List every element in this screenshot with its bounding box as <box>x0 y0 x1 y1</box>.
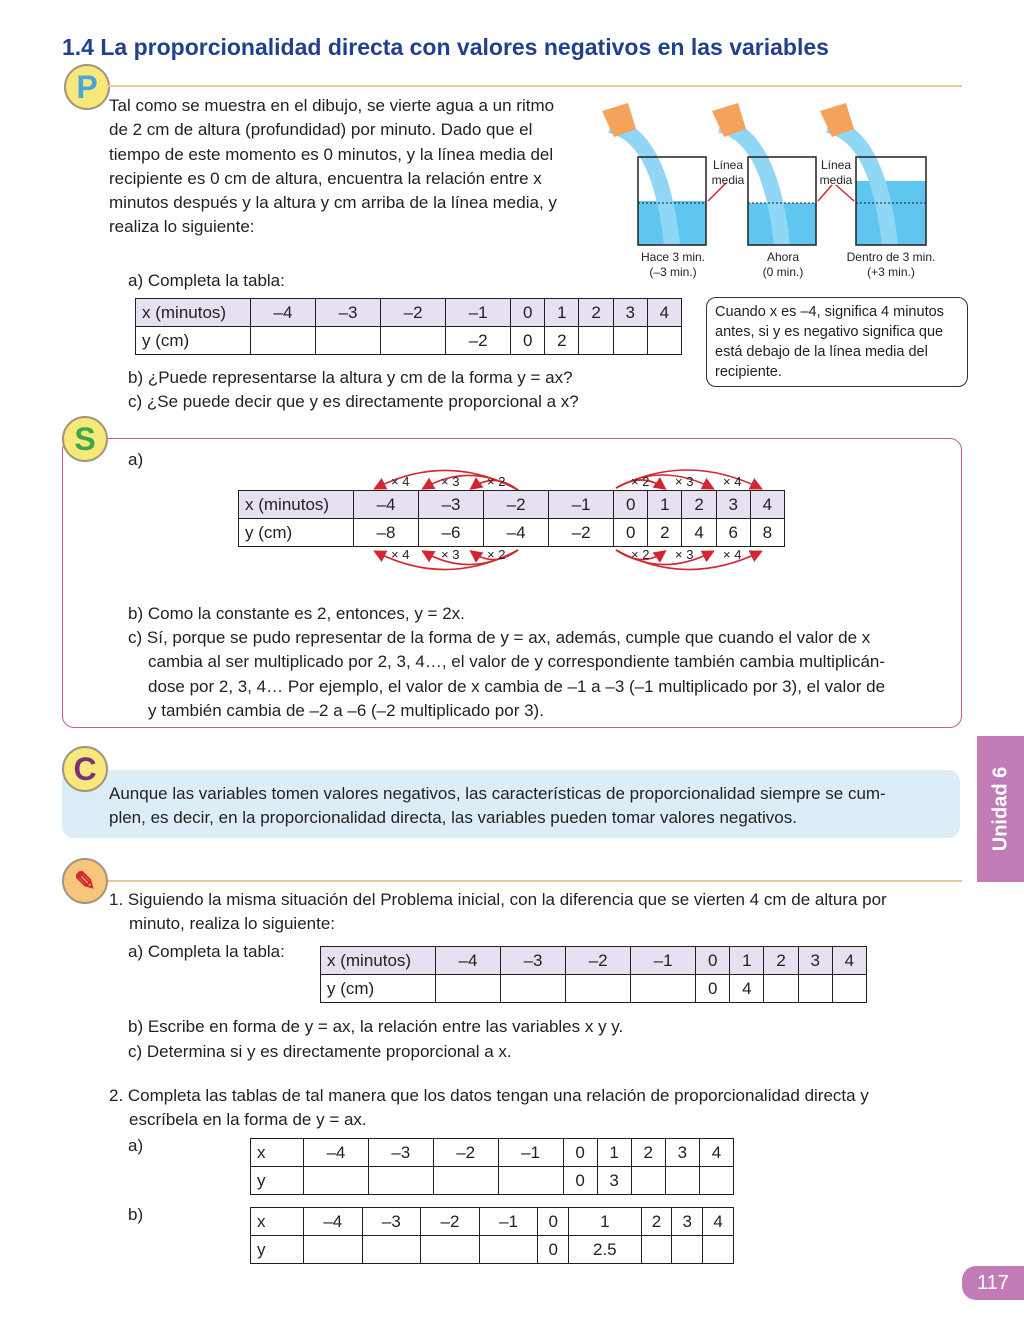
caption-sub: (+3 min.) <box>867 265 915 279</box>
table-cell: –4 <box>304 1208 363 1236</box>
unit-tab <box>977 736 1024 882</box>
value-row <box>251 1167 734 1195</box>
conclusion-line: plen, es decir, en la proporcionalidad directa, las variables pueden tomar valores negativos. <box>109 808 797 828</box>
problem-line: minutos después y la altura y cm arriba de la línea media, y <box>109 193 557 213</box>
table-cell: 0 <box>696 947 730 975</box>
table-cell: 8 <box>750 519 784 547</box>
table-cell <box>362 1236 421 1264</box>
table-cell: –1 <box>549 491 614 519</box>
multiplier-label: × 2 <box>487 547 506 562</box>
table-cell <box>647 327 681 355</box>
table-cell <box>304 1236 363 1264</box>
solution-table <box>238 490 785 547</box>
table-cell: –4 <box>436 947 501 975</box>
table-cell: 3 <box>613 299 647 327</box>
table-cell: –4 <box>354 491 419 519</box>
table-cell <box>631 1167 665 1195</box>
table-cell: 0 <box>614 491 648 519</box>
line-label-2 <box>816 158 856 188</box>
table-cell: 2 <box>641 1208 672 1236</box>
table-row-header: y <box>251 1236 304 1264</box>
table-cell: 4 <box>750 491 784 519</box>
problem-line: tiempo de este momento es 0 minutos, y la línea media del <box>109 144 554 164</box>
exercise1-table <box>320 946 867 1003</box>
table-cell <box>304 1167 369 1195</box>
table-cell <box>498 1167 563 1195</box>
table-row-header: y <box>251 1167 304 1195</box>
exercise1-text <box>109 888 949 937</box>
value-row <box>239 519 785 547</box>
table-cell <box>613 327 647 355</box>
table-cell <box>699 1167 733 1195</box>
table-cell <box>436 975 501 1003</box>
solution-b: b) Como la constante es 2, entonces, y = 2x. <box>128 604 465 623</box>
page-number: 117 <box>962 1266 1024 1300</box>
problem-line: recipiente es 0 cm de altura, encuentra la relación entre x <box>109 168 542 188</box>
table-cell: –3 <box>362 1208 421 1236</box>
table-cell <box>381 327 446 355</box>
table-cell: –1 <box>498 1139 563 1167</box>
exercise1-c: c) Determina si y es directamente proporcional a x. <box>128 1042 512 1061</box>
solution-c-line: cambia al ser multiplicado por 2, 3, 4…, el valor de y correspondiente también cambia multiplicán- <box>148 652 886 672</box>
table-row-header: y (cm) <box>239 519 354 547</box>
caption-past <box>628 250 718 280</box>
table-cell: 4 <box>682 519 716 547</box>
table-cell <box>703 1236 734 1264</box>
table-cell: –1 <box>446 299 511 327</box>
problem-line: de 2 cm de altura (profundidad) por minuto. Dado que el <box>109 120 533 140</box>
solution-c-line: y también cambia de –2 a –6 (–2 multiplicado por 3). <box>148 700 544 720</box>
table-cell: –3 <box>501 947 566 975</box>
multiplier-label: × 3 <box>441 547 460 562</box>
table-cell <box>631 975 696 1003</box>
table-cell: 4 <box>730 975 764 1003</box>
line-label-text: Línea <box>712 158 744 172</box>
multiplier-label: × 2 <box>631 474 650 489</box>
table-row-header: y (cm) <box>136 327 251 355</box>
line-label-text: media <box>711 173 745 187</box>
table-cell: 0 <box>511 327 545 355</box>
table-row-header: x <box>251 1139 304 1167</box>
header-row <box>136 299 682 327</box>
table-cell: 4 <box>703 1208 734 1236</box>
table-cell: 1 <box>730 947 764 975</box>
exercise2-line: 2. Completa las tablas de tal manera que los datos tengan una relación de proporcionalidad directa y <box>109 1086 869 1105</box>
table-row-header: y (cm) <box>321 975 436 1003</box>
multiplier-label: × 4 <box>391 547 410 562</box>
exercise1-b: b) Escribe en forma de y = ax, la relación entre las variables x y y. <box>128 1017 624 1036</box>
table-cell: –3 <box>316 299 381 327</box>
header-row <box>251 1139 734 1167</box>
table-cell: 3 <box>672 1208 703 1236</box>
solution-badge: S <box>62 416 108 462</box>
table-cell: 2 <box>579 299 613 327</box>
line-label-text: media <box>819 173 853 187</box>
table-cell: –2 <box>549 519 614 547</box>
exercise2-line: escríbela en la forma de y = ax. <box>129 1110 367 1130</box>
table-cell: –2 <box>566 947 631 975</box>
table-cell: –2 <box>446 327 511 355</box>
table-cell: 2 <box>764 947 798 975</box>
solution-c-line: dose por 2, 3, 4… Por ejemplo, el valor de x cambia de –1 a –3 (–1 multiplicado por 3), el valor de <box>148 676 886 696</box>
value-row <box>321 975 867 1003</box>
table-cell: 0 <box>696 975 730 1003</box>
problem-a-label: a) Completa la tabla: <box>128 271 285 290</box>
table-cell <box>832 975 866 1003</box>
table-cell: 3 <box>597 1167 631 1195</box>
table-cell: 0 <box>538 1208 569 1236</box>
table-cell: –3 <box>419 491 484 519</box>
table-cell: 2 <box>631 1139 665 1167</box>
exercise2-b-label: b) <box>128 1205 144 1224</box>
table-cell: 0 <box>563 1139 597 1167</box>
table-cell: 6 <box>716 519 750 547</box>
multiplier-label: × 2 <box>487 474 506 489</box>
table-cell: –4 <box>304 1139 369 1167</box>
table-cell: –3 <box>368 1139 433 1167</box>
table-cell: –4 <box>484 519 549 547</box>
table-cell: –6 <box>419 519 484 547</box>
table-cell: –2 <box>421 1208 480 1236</box>
multiplier-label: × 4 <box>391 474 410 489</box>
table-cell <box>479 1236 538 1264</box>
table-cell <box>421 1236 480 1264</box>
table-row-header: x (minutos) <box>321 947 436 975</box>
problem-table <box>135 298 682 355</box>
table-cell: 0 <box>614 519 648 547</box>
caption-title: Hace 3 min. <box>640 250 706 264</box>
table-cell: 1 <box>545 299 579 327</box>
table-cell <box>641 1236 672 1264</box>
exercise2-a-label: a) <box>128 1136 144 1155</box>
table-cell: 3 <box>716 491 750 519</box>
exercise2-text <box>109 1084 949 1133</box>
problem-badge: P <box>64 64 110 110</box>
caption-sub: (0 min.) <box>762 265 804 279</box>
exercise1-a-label: a) Completa la tabla: <box>128 942 285 961</box>
multiplier-label: × 3 <box>675 547 694 562</box>
exercise-divider <box>108 880 962 882</box>
table-cell <box>798 975 832 1003</box>
table-row-header: x <box>251 1208 304 1236</box>
table-cell: 1 <box>597 1139 631 1167</box>
table-cell <box>672 1236 703 1264</box>
container-past <box>602 103 706 245</box>
note-box: Cuando x es –4, significa 4 minutos antes, si y es negativo significa que está debajo de la línea media del recipiente. <box>706 297 968 387</box>
table-cell <box>251 327 316 355</box>
multiplier-label: × 4 <box>723 547 742 562</box>
table-cell: 0 <box>511 299 545 327</box>
multiplier-label: × 3 <box>441 474 460 489</box>
table-cell <box>368 1167 433 1195</box>
header-row <box>251 1208 734 1236</box>
conclusion-badge: C <box>62 746 108 792</box>
page-title: 1.4 La proporcionalidad directa con valores negativos en las variables <box>62 34 829 60</box>
solution-a-label: a) <box>128 450 144 469</box>
multiplier-label: × 3 <box>675 474 694 489</box>
table-cell: 2 <box>682 491 716 519</box>
exercise2-table-a <box>250 1138 734 1195</box>
table-cell: 3 <box>798 947 832 975</box>
table-cell: 4 <box>699 1139 733 1167</box>
problem-c: c) ¿Se puede decir que y es directamente proporcional a x? <box>128 392 579 411</box>
problem-text <box>109 94 585 240</box>
line-label-1 <box>708 158 748 188</box>
caption-sub: (–3 min.) <box>649 265 697 279</box>
unit-tab-label: Unidad 6 <box>989 766 1011 852</box>
table-cell: 2 <box>648 519 682 547</box>
caption-future <box>836 250 946 280</box>
table-cell: 4 <box>647 299 681 327</box>
line-label-text: Línea <box>820 158 852 172</box>
table-cell: 3 <box>665 1139 699 1167</box>
multiplier-label: × 2 <box>631 547 650 562</box>
exercise2-table-b <box>250 1207 734 1264</box>
value-row <box>251 1236 734 1264</box>
pencil-icon: ✎ <box>62 858 108 904</box>
table-row-header: x (minutos) <box>136 299 251 327</box>
header-row <box>239 491 785 519</box>
table-cell <box>433 1167 498 1195</box>
problem-line: realiza lo siguiente: <box>109 217 255 237</box>
table-cell <box>501 975 566 1003</box>
conclusion-text <box>109 782 949 831</box>
table-cell: –1 <box>631 947 696 975</box>
caption-title: Ahora <box>766 250 800 264</box>
table-cell <box>566 975 631 1003</box>
problem-b: b) ¿Puede representarse la altura y cm de la forma y = ax? <box>128 368 573 387</box>
table-cell: –4 <box>251 299 316 327</box>
solution-c <box>128 626 940 723</box>
table-cell: 2 <box>545 327 579 355</box>
solution-c-line: c) Sí, porque se pudo representar de la forma de y = ax, además, cumple que cuando el valor de x <box>128 628 871 647</box>
table-cell: –8 <box>354 519 419 547</box>
header-row <box>321 947 867 975</box>
table-row-header: x (minutos) <box>239 491 354 519</box>
problem-line: Tal como se muestra en el dibujo, se vierte agua a un ritmo <box>109 96 555 115</box>
table-cell: –1 <box>479 1208 538 1236</box>
table-cell: 2.5 <box>569 1236 641 1264</box>
table-cell <box>579 327 613 355</box>
table-cell: –2 <box>433 1139 498 1167</box>
table-cell <box>316 327 381 355</box>
table-cell: 1 <box>648 491 682 519</box>
multiplier-label: × 4 <box>723 474 742 489</box>
table-cell: 0 <box>538 1236 569 1264</box>
table-cell: –2 <box>484 491 549 519</box>
table-cell: 0 <box>563 1167 597 1195</box>
conclusion-line: Aunque las variables tomen valores negativos, las características de proporcionalidad siempre se cum- <box>109 784 886 803</box>
table-cell <box>764 975 798 1003</box>
exercise1-line: minuto, realiza lo siguiente: <box>129 914 336 934</box>
table-cell <box>665 1167 699 1195</box>
table-cell: 1 <box>569 1208 641 1236</box>
table-cell: 4 <box>832 947 866 975</box>
problem-divider <box>108 85 962 87</box>
caption-title: Dentro de 3 min. <box>846 250 936 264</box>
value-row <box>136 327 682 355</box>
table-cell: –2 <box>381 299 446 327</box>
caption-now <box>738 250 828 280</box>
exercise1-line: 1. Siguiendo la misma situación del Problema inicial, con la diferencia que se vierten 4 cm de altura por <box>109 890 887 909</box>
